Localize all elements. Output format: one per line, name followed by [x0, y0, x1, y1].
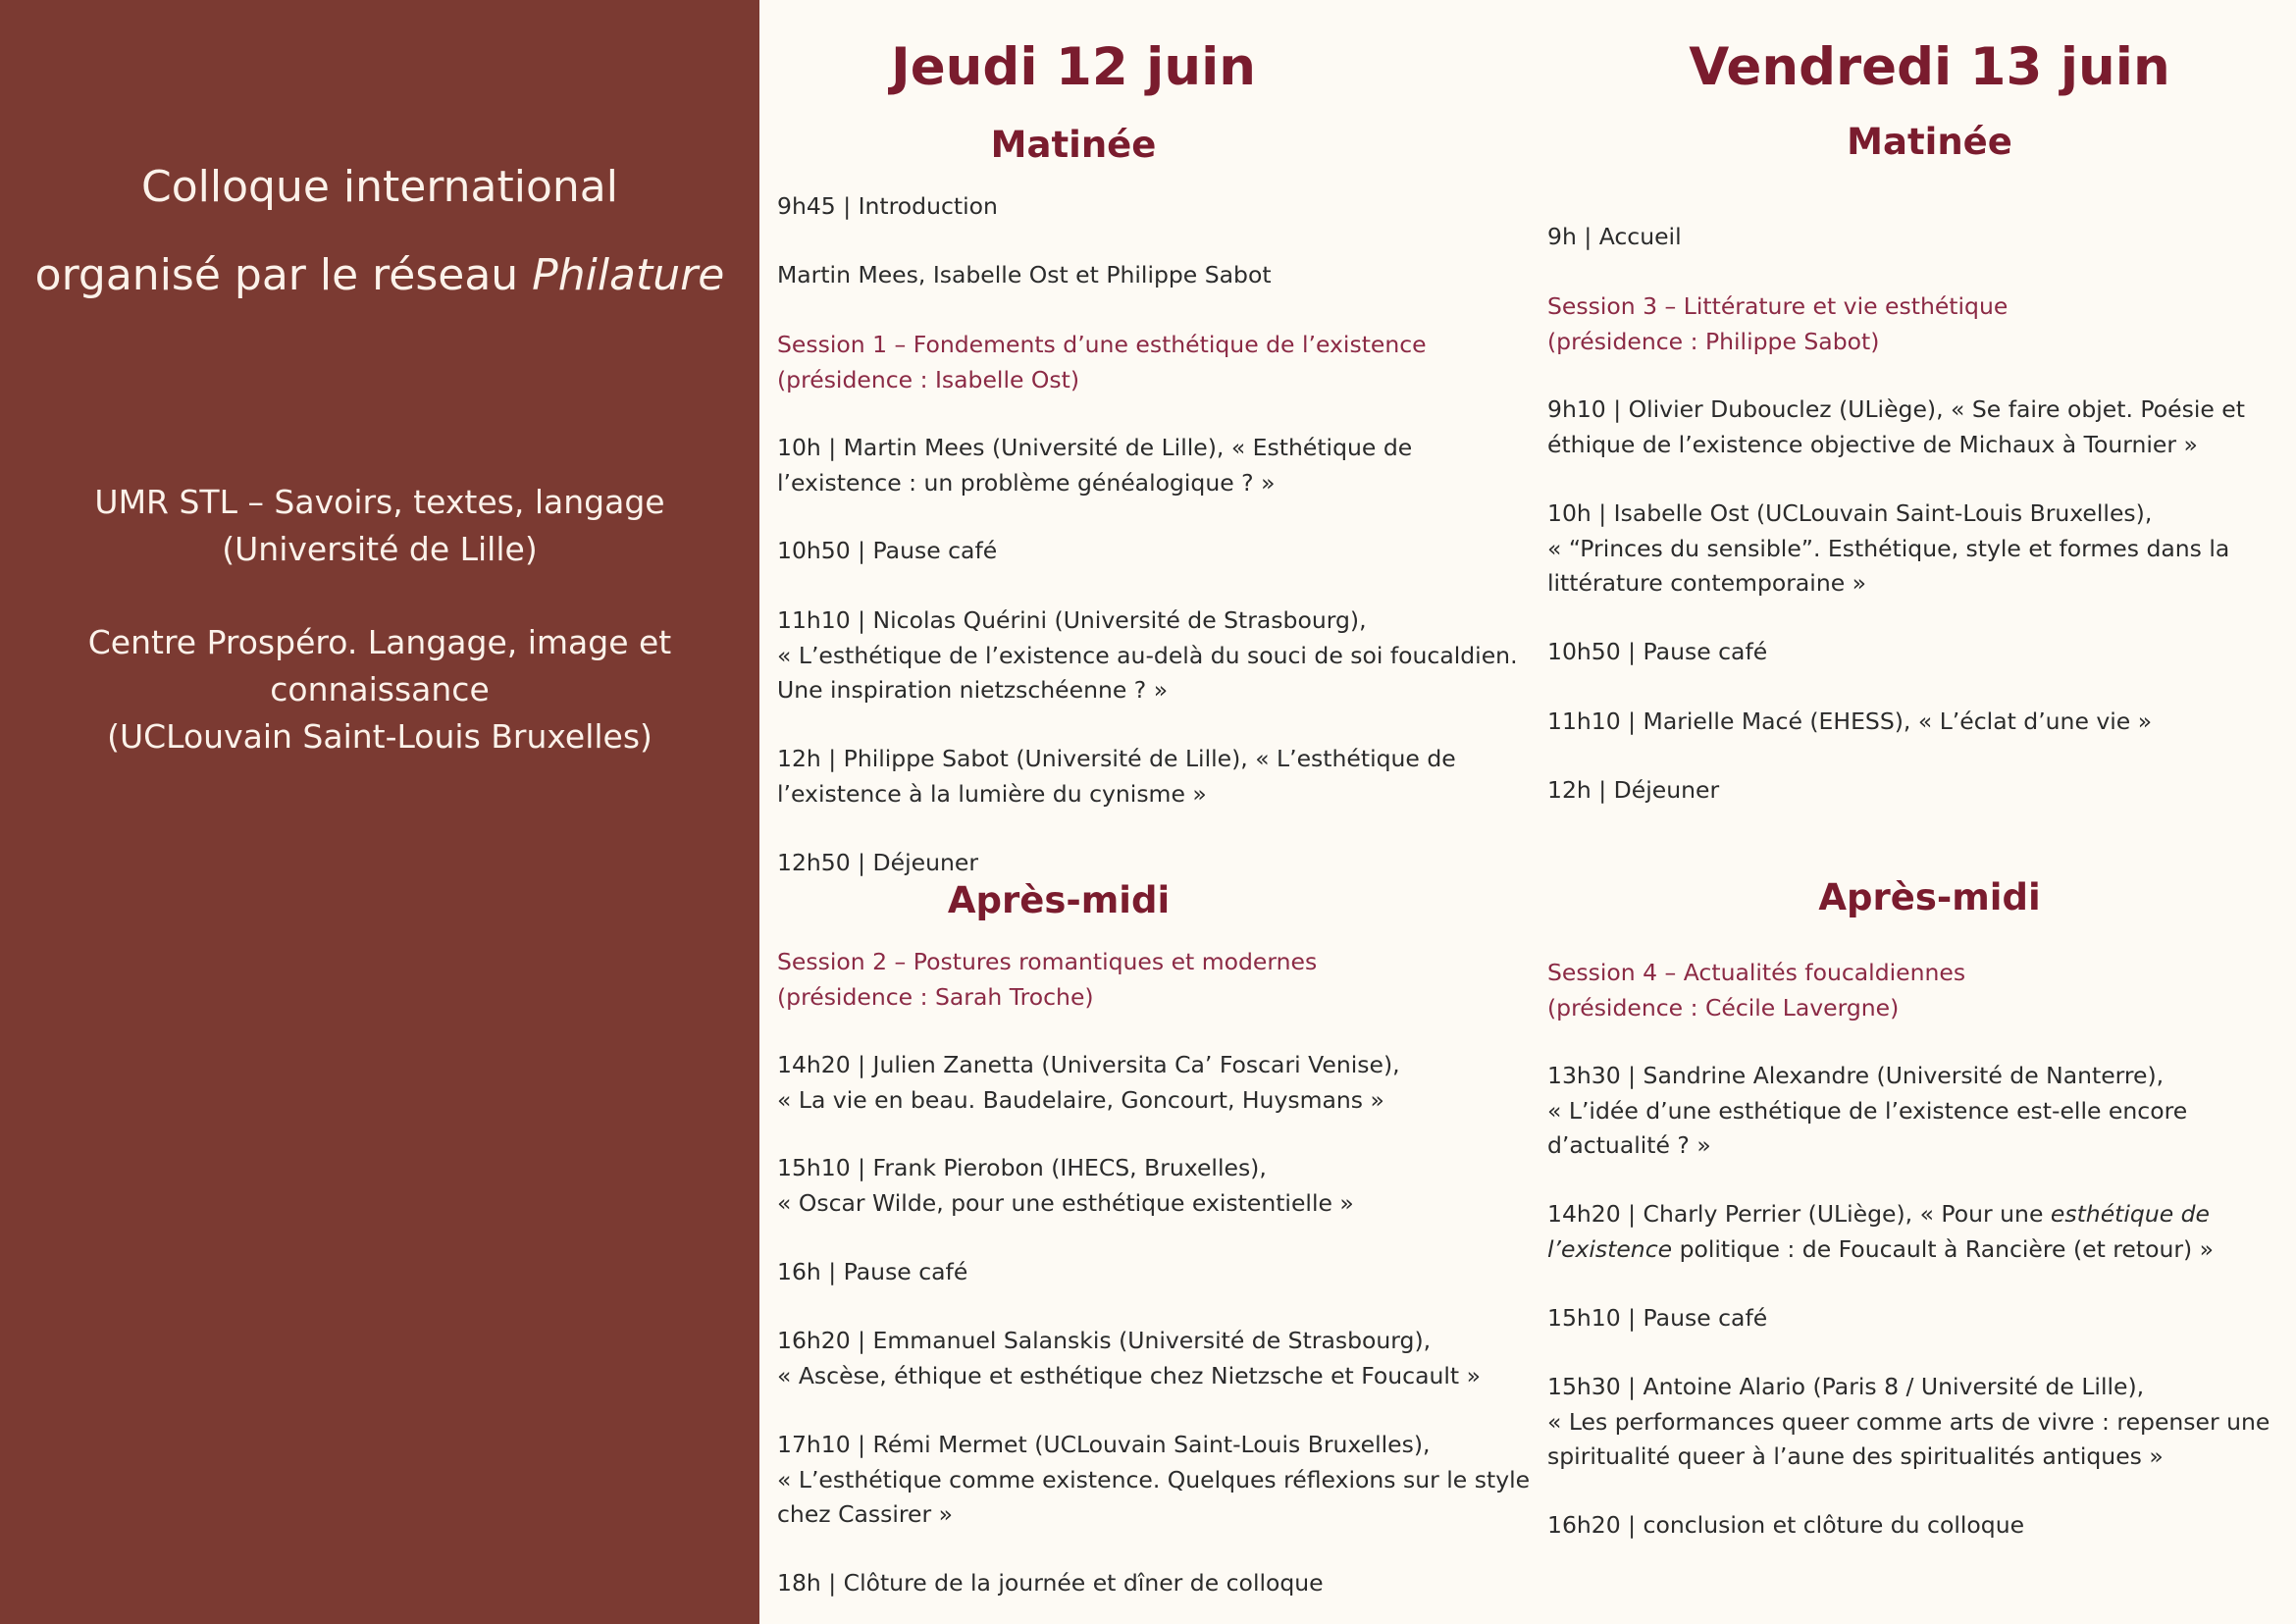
organizer-prospero-line: (UCLouvain Saint-Louis Bruxelles)	[107, 717, 652, 756]
program-line: « L’esthétique de l’existence au-delà du souci de soi foucaldien.	[777, 641, 1518, 669]
sidebar	[0, 0, 759, 1624]
program-line: 12h50 | Déjeuner	[777, 849, 979, 876]
organizer-stl	[0, 479, 759, 573]
program-line: 14h20 | Charly Perrier (ULiège), « Pour une esthétique de	[1547, 1200, 2211, 1228]
organizer-stl-line: UMR STL – Savoirs, textes, langage	[94, 483, 665, 521]
program-item	[1547, 1059, 2187, 1164]
event-title-line1: Colloque international	[141, 162, 618, 212]
program-line: (présidence : Sarah Troche)	[777, 982, 1094, 1011]
program-item	[777, 1048, 1400, 1118]
event-title	[0, 143, 759, 320]
organizer-prospero-line: Centre Prospéro. Langage, image et	[87, 623, 672, 661]
program-line: Session 4 – Actualités foucaldiennes	[1547, 959, 1966, 986]
program-line: (présidence : Cécile Lavergne)	[1547, 993, 1900, 1022]
day2-afternoon-heading: Après-midi	[1818, 876, 2041, 918]
program-line: 13h30 | Sandrine Alexandre (Université de Nanterre),	[1547, 1062, 2165, 1089]
program-line: Session 3 – Littérature et vie esthétique	[1547, 292, 2009, 320]
program-item	[1547, 1370, 2270, 1475]
day2-morning-heading: Matinée	[1847, 121, 2012, 163]
program-line: 10h | Isabelle Ost (UCLouvain Saint-Louis Bruxelles),	[1547, 499, 2153, 527]
session-block	[777, 945, 1317, 1015]
program-item	[777, 846, 978, 881]
program-line: littérature contemporaine »	[1547, 569, 1867, 597]
program-line: « L’esthétique comme existence. Quelques réflexions sur le style	[777, 1465, 1531, 1493]
organizer-prospero	[0, 619, 759, 760]
program-item	[777, 1428, 1530, 1533]
program-line: 16h20 | conclusion et clôture du colloque	[1547, 1511, 2025, 1539]
program-item	[777, 189, 998, 225]
day1-morning-heading: Matinée	[990, 124, 1157, 166]
program-line: 9h10 | Olivier Dubouclez (ULiège), « Se faire objet. Poésie et	[1547, 395, 2245, 423]
program-line: « L’idée d’une esthétique de l’existence est-elle encore	[1547, 1096, 2188, 1125]
program-item	[777, 742, 1456, 812]
program-line: 9h45 | Introduction	[777, 192, 998, 220]
program-line: 9h | Accueil	[1547, 223, 1682, 250]
organizer-stl-line: (Université de Lille)	[222, 530, 538, 568]
network-name: Philature	[532, 250, 725, 300]
program-line: l’existence : un problème généalogique ? »	[777, 468, 1276, 497]
program-line: 18h | Clôture de la journée et dîner de colloque	[777, 1569, 1324, 1597]
program-line: « “Princes du sensible”. Esthétique, style et formes dans la	[1547, 534, 2230, 562]
program-item	[777, 431, 1412, 500]
program-line: 17h10 | Rémi Mermet (UCLouvain Saint-Louis Bruxelles),	[777, 1431, 1431, 1458]
program-item	[1547, 773, 1719, 809]
organizer-prospero-line: connaissance	[270, 670, 490, 708]
session-block	[777, 328, 1427, 397]
event-title-prefix: organisé par le réseau	[34, 250, 533, 300]
program-line: 15h30 | Antoine Alario (Paris 8 / Université de Lille),	[1547, 1373, 2145, 1400]
program-line: 15h10 | Frank Pierobon (IHECS, Bruxelles),	[777, 1154, 1267, 1181]
program-item	[1547, 1301, 1767, 1336]
program-line: 10h | Martin Mees (Université de Lille), « Esthétique de	[777, 434, 1413, 461]
day1-title: Jeudi 12 juin	[891, 37, 1256, 97]
program-line: (présidence : Isabelle Ost)	[777, 365, 1080, 393]
program-line: 11h10 | Marielle Macé (EHESS), « L’éclat d’une vie »	[1547, 707, 2153, 735]
program-line: chez Cassirer »	[777, 1500, 954, 1528]
program-item	[1547, 393, 2245, 462]
day1-afternoon-heading: Après-midi	[947, 879, 1171, 921]
program-item	[777, 534, 997, 569]
program-line: 14h20 | Julien Zanetta (Universita Ca’ Foscari Venise),	[777, 1051, 1400, 1078]
program-line: 16h | Pause café	[777, 1258, 968, 1285]
program-item	[777, 1324, 1481, 1393]
program-line: « La vie en beau. Baudelaire, Goncourt, Huysmans »	[777, 1085, 1384, 1114]
program-line: 12h | Philippe Sabot (Université de Lille), « L’esthétique de	[777, 745, 1456, 772]
program-item	[777, 1566, 1324, 1601]
program-item	[1547, 1508, 2024, 1544]
program-item	[1547, 497, 2229, 602]
program-line: Session 1 – Fondements d’une esthétique de l’existence	[777, 331, 1427, 358]
program-line: « Oscar Wilde, pour une esthétique existentielle »	[777, 1188, 1354, 1217]
program-item	[777, 1255, 967, 1290]
program-item	[1547, 220, 1682, 255]
program-line: spiritualité queer à l’aune des spiritualités antiques »	[1547, 1442, 2164, 1470]
program-item	[1547, 705, 2152, 740]
program-line: « Les performances queer comme arts de vivre : repenser une	[1547, 1407, 2270, 1436]
event-title-line2	[0, 232, 759, 320]
program-item	[1547, 1197, 2214, 1267]
program-line: 12h | Déjeuner	[1547, 776, 1720, 804]
program-line: l’existence politique : de Foucault à Rancière (et retour) »	[1547, 1234, 2215, 1263]
program-line: 10h50 | Pause café	[777, 537, 998, 564]
program-line: Session 2 – Postures romantiques et modernes	[777, 948, 1318, 975]
program-line: Martin Mees, Isabelle Ost et Philippe Sabot	[777, 261, 1272, 288]
program-line: 16h20 | Emmanuel Salanskis (Université de Strasbourg),	[777, 1327, 1432, 1354]
program-line: (présidence : Philippe Sabot)	[1547, 327, 1880, 355]
session-block	[1547, 289, 2008, 359]
program-line: « Ascèse, éthique et esthétique chez Nietzsche et Foucault »	[777, 1361, 1481, 1389]
program-item	[1547, 635, 1767, 670]
program-line: 11h10 | Nicolas Quérini (Université de Strasbourg),	[777, 606, 1367, 634]
day2-title: Vendredi 13 juin	[1689, 37, 2170, 97]
program-line: Une inspiration nietzschéenne ? »	[777, 676, 1169, 704]
program-line: éthique de l’existence objective de Michaux à Tournier »	[1547, 430, 2198, 458]
program-line: 15h10 | Pause café	[1547, 1304, 1768, 1332]
program-line: 10h50 | Pause café	[1547, 638, 1768, 665]
session-block	[1547, 956, 1965, 1025]
program-line: l’existence à la lumière du cynisme »	[777, 779, 1207, 808]
program-line: d’actualité ? »	[1547, 1131, 1711, 1159]
program-item	[777, 1151, 1354, 1221]
program-item	[777, 603, 1518, 708]
program-item	[777, 258, 1272, 293]
